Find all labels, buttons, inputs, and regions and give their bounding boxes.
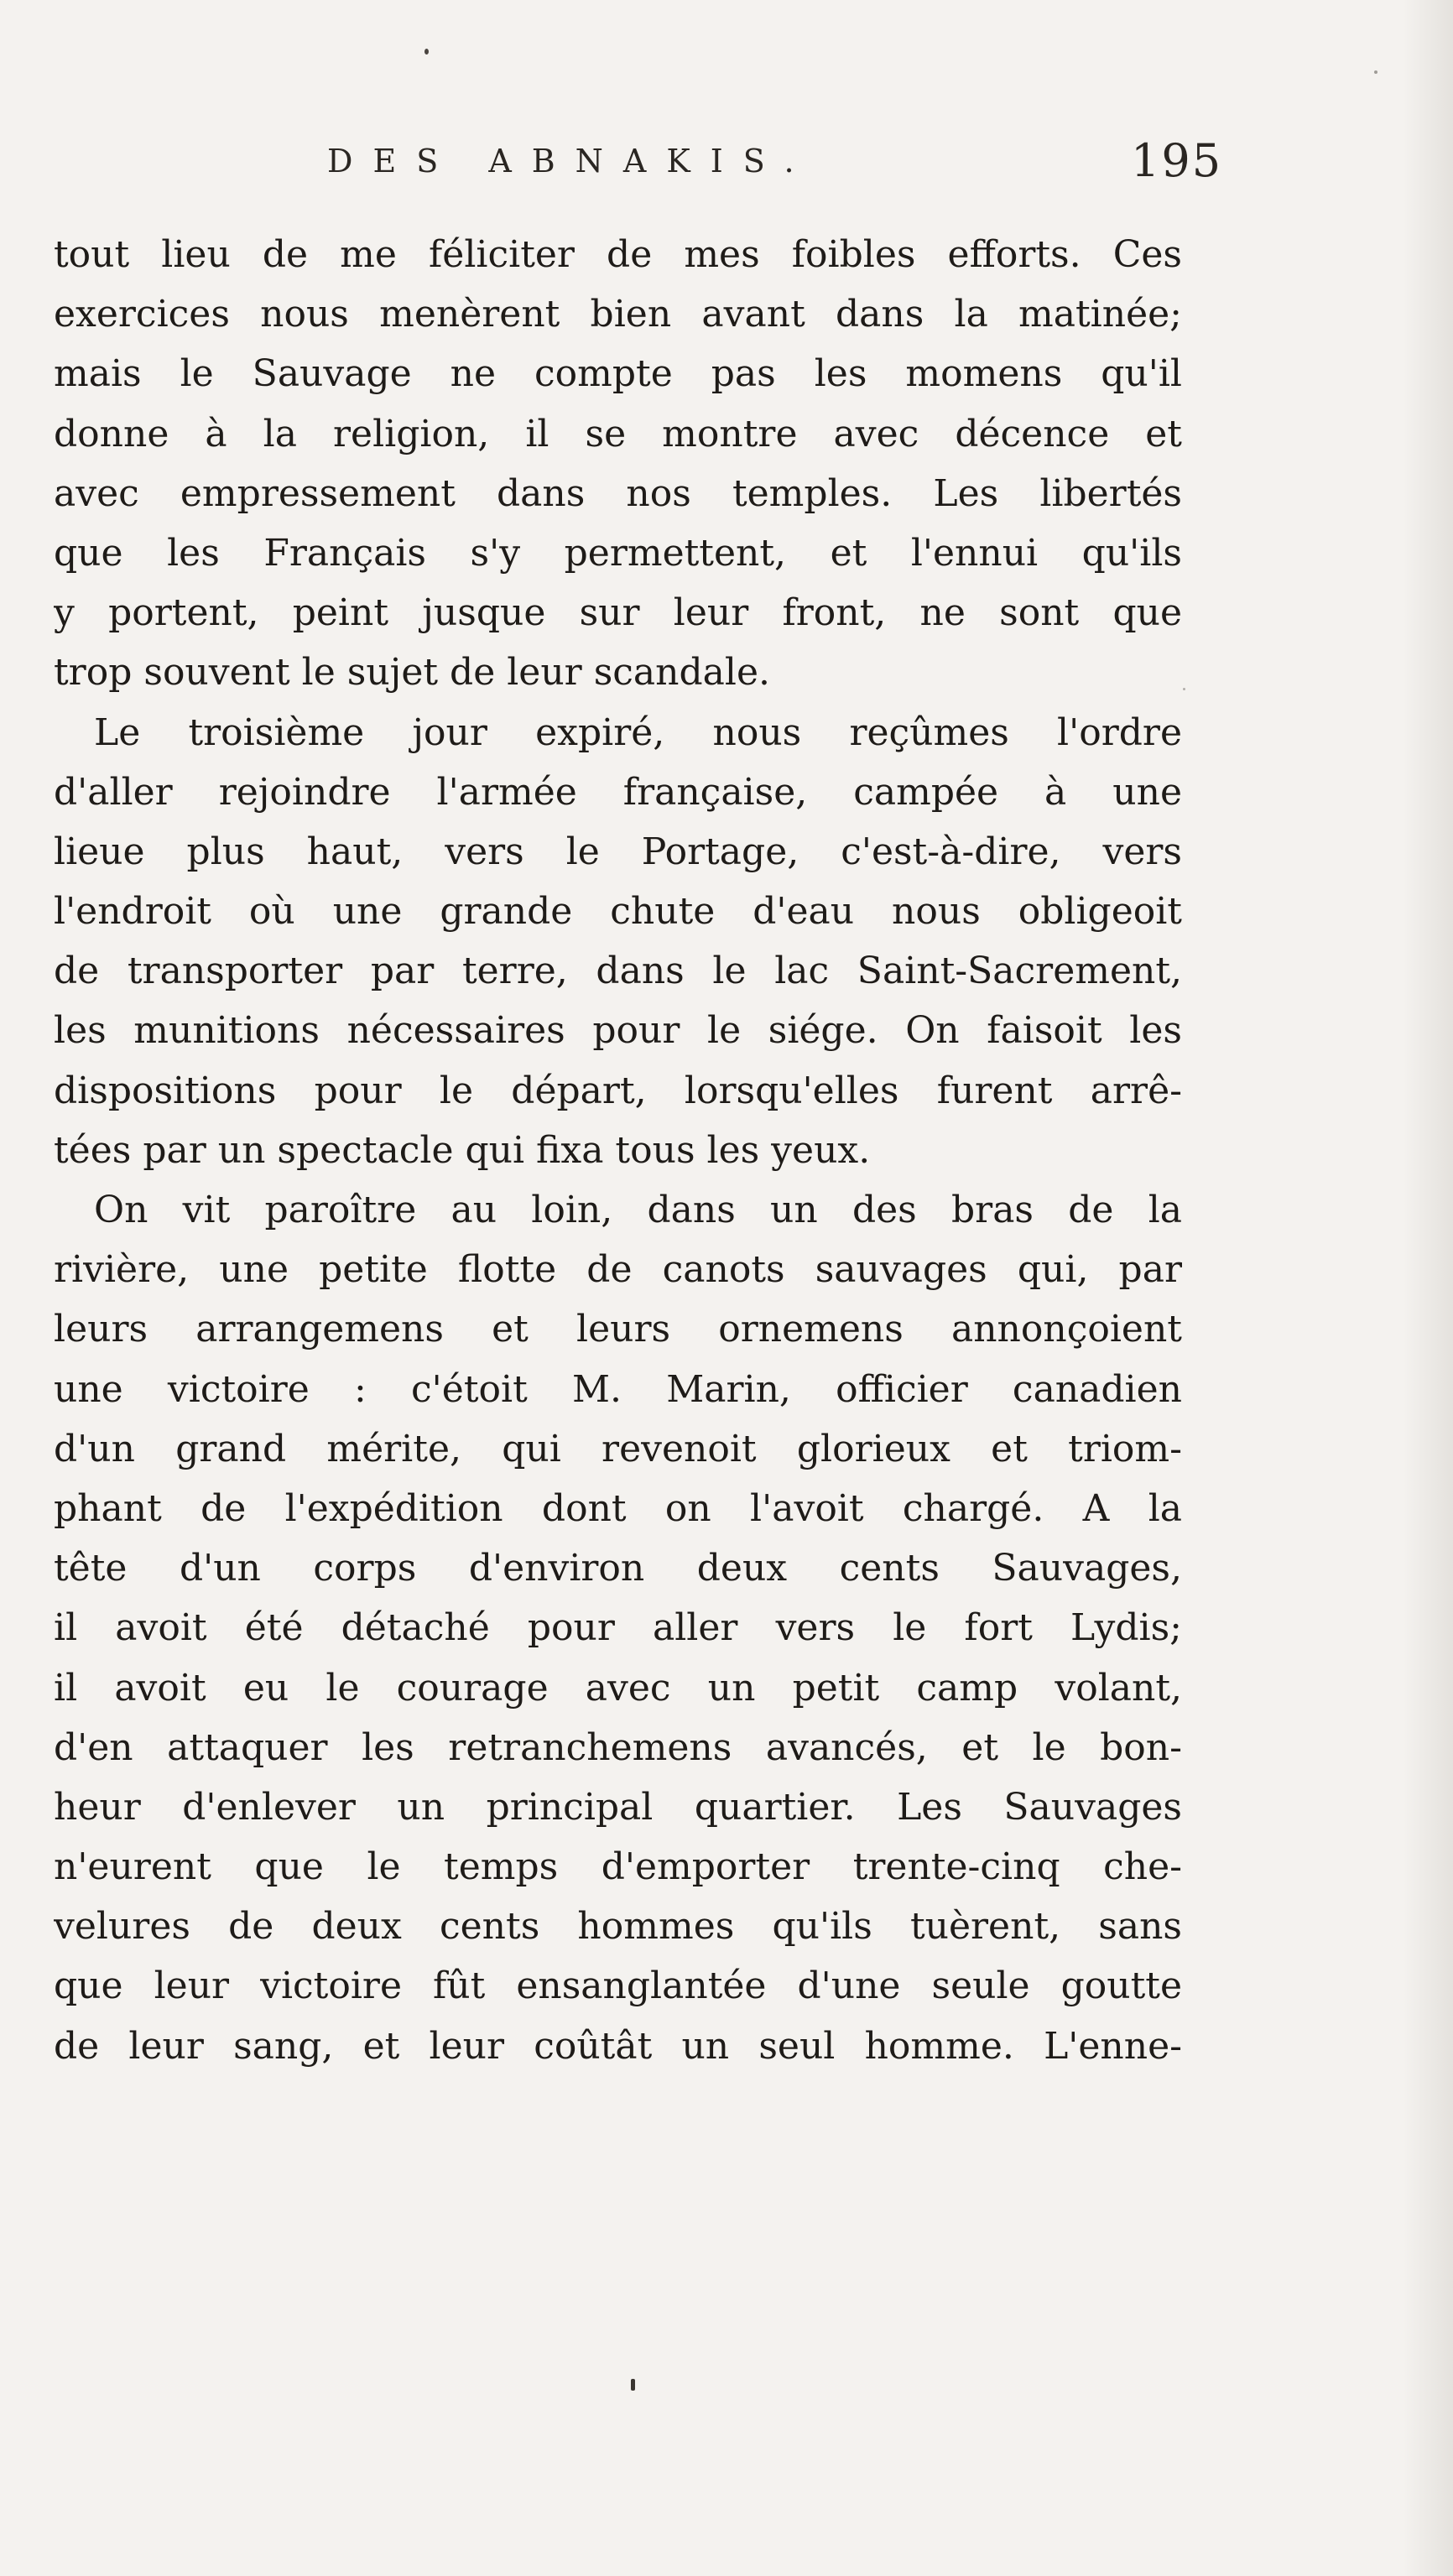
ink-speck — [1374, 70, 1377, 74]
text-line: donne à la religion, il se montre avec décence et — [54, 412, 1182, 455]
text-line: heur d'enlever un principal quartier. Les Sauvages — [54, 1785, 1182, 1829]
text-line: les munitions nécessaires pour le siége. On faisoit les — [54, 1009, 1182, 1053]
ink-speck — [1183, 688, 1185, 690]
text-line: il avoit eu le courage avec un petit camp volant, — [54, 1666, 1182, 1710]
text-line: exercices nous menèrent bien avant dans la matinée; — [54, 293, 1182, 336]
ink-speck — [424, 49, 429, 55]
text-line: trop souvent le sujet de leur scandale. — [54, 651, 770, 695]
page-edge-shadow — [1403, 0, 1453, 2576]
text-line: dispositions pour le départ, lorsqu'elles furent arrê- — [54, 1069, 1182, 1112]
text-line: l'endroit où une grande chute d'eau nous obligeoit — [54, 890, 1182, 934]
text-line: d'aller rejoindre l'armée française, campée à une — [54, 770, 1182, 814]
text-line: tête d'un corps d'environ deux cents Sauvages, — [54, 1547, 1182, 1590]
text-line: On vit paroître au loin, dans un des bras de la — [94, 1189, 1182, 1231]
text-line: de leur sang, et leur coûtât un seul homme. L'enne- — [54, 2024, 1182, 2068]
text-line: Le troisième jour expiré, nous reçûmes l'ordre — [94, 710, 1182, 754]
text-line: avec empressement dans nos temples. Les libertés — [54, 471, 1182, 515]
text-line: n'eurent que le temps d'emporter trente-cinq che- — [54, 1845, 1182, 1889]
text-line: mais le Sauvage ne compte pas les momens qu'il — [54, 352, 1182, 396]
running-head: DES ABNAKIS. — [327, 143, 815, 180]
text-line: tout lieu de me féliciter de mes foibles efforts. Ces — [54, 233, 1182, 276]
text-line: lieue plus haut, vers le Portage, c'est-à-dire, vers — [54, 830, 1182, 873]
text-line: tées par un spectacle qui fixa tous les yeux. — [54, 1128, 871, 1172]
body-text — [54, 225, 1182, 2076]
text-line: il avoit été détaché pour aller vers le fort Lydis; — [54, 1606, 1182, 1650]
page-header — [50, 134, 1225, 193]
text-line: rivière, une petite flotte de canots sauvages qui, par — [54, 1248, 1182, 1292]
ink-mark — [631, 2379, 635, 2391]
text-line: leurs arrangemens et leurs ornemens annonçoient — [54, 1308, 1182, 1351]
text-line: velures de deux cents hommes qu'ils tuèrent, sans — [54, 1905, 1182, 1949]
text-line: phant de l'expédition dont on l'avoit chargé. A la — [54, 1486, 1182, 1530]
text-line: que les Français s'y permettent, et l'ennui qu'ils — [54, 531, 1182, 575]
page-number: 195 — [1131, 134, 1223, 187]
text-line: que leur victoire fût ensanglantée d'une seule goutte — [54, 1965, 1182, 2008]
text-line: y portent, peint jusque sur leur front, ne sont que — [54, 591, 1182, 635]
text-line: d'en attaquer les retranchemens avancés, et le bon- — [54, 1725, 1182, 1769]
text-line: une victoire : c'étoit M. Marin, officier canadien — [54, 1367, 1182, 1411]
text-line: d'un grand mérite, qui revenoit glorieux et triom- — [54, 1427, 1182, 1470]
text-line: de transporter par terre, dans le lac Saint-Sacrement, — [54, 950, 1182, 993]
